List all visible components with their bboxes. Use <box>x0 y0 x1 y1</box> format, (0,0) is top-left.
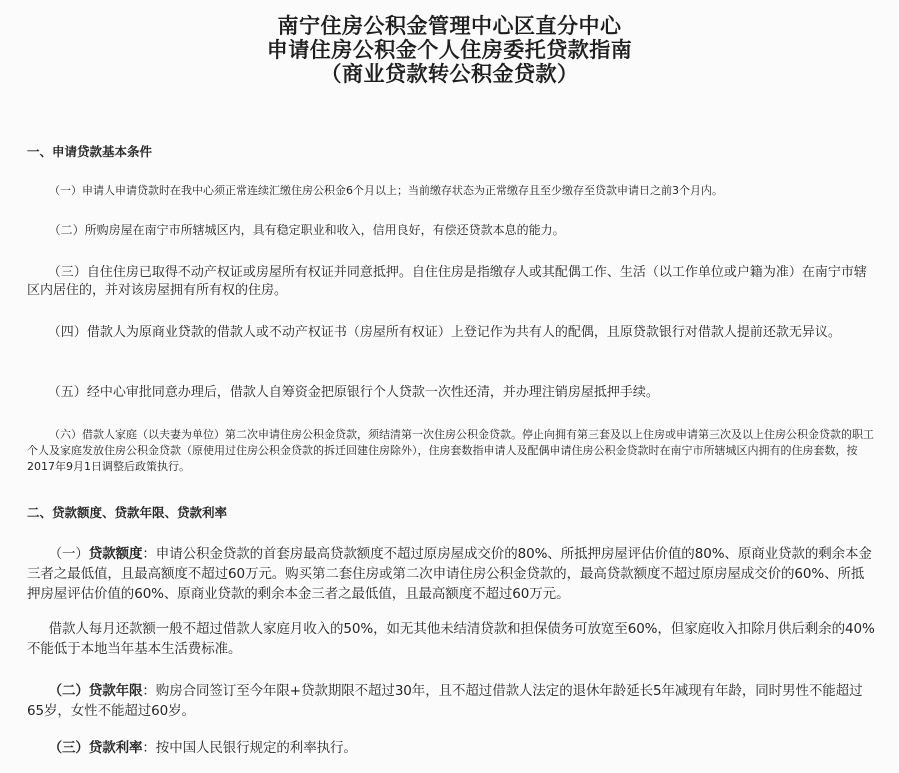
item-label: （三） <box>48 740 89 756</box>
item-text: 借款人家庭（以夫妻为单位）第二次申请住房公积金贷款，须结清第一次住房公积金贷款。停止向拥有第三套及以上住房或申请第三次及以上住房公积金贷款的职工个人及家庭发放住房公积金贷款（原使用过住房公积金贷款的拆迁回建住房除外），住房套数指申请人及配偶申请住房公积金贷款时在南宁市所辖城区内拥有的住房套数，按2017年9月1日调整后政策执行。 <box>27 428 874 473</box>
monthly-repayment-paragraph: 借款人每月还款额一般不超过借款人家庭月收入的50%，如无其他未结清贷款和担保债务可放宽至60%，但家庭收入扣除月供后剩余的40%不能低于本地当年基本生活费标准。 <box>27 621 875 657</box>
title-line-1: 南宁住房公积金管理中心区直分中心 <box>277 14 622 38</box>
item-label: （六） <box>49 428 82 441</box>
item-label: （二） <box>48 223 85 237</box>
item-label: （一） <box>48 546 89 562</box>
item-label: （四） <box>47 325 87 340</box>
condition-item-2 <box>27 222 875 239</box>
item-text: 借款人为原商业贷款的借款人或不动产权证书（房屋所有权证）上登记作为共有人的配偶，且原贷款银行对借款人提前还款无异议。 <box>86 325 841 340</box>
section-heading-loan-terms: 二、贷款额度、贷款年限、贷款利率 <box>27 505 228 520</box>
loan-term-paragraph <box>27 681 875 721</box>
item-label: （一） <box>49 184 82 197</box>
condition-item-1 <box>27 183 875 199</box>
item-text: 所购房屋在南宁市所辖城区内，具有稳定职业和收入，信用良好，有偿还贷款本息的能力。 <box>84 223 565 237</box>
keyword-loan-amount: 贷款额度 <box>88 546 143 562</box>
title-line-3: （商业贷款转公积金贷款） <box>320 62 579 86</box>
item-text: ：按中国人民银行规定的利率执行。 <box>142 740 357 756</box>
section-heading-conditions: 一、申请贷款基本条件 <box>27 144 153 159</box>
condition-item-4 <box>27 324 875 342</box>
document-title-block <box>0 14 899 86</box>
loan-rate-paragraph <box>27 738 875 758</box>
title-line-2: 申请住房公积金个人住房委托贷款指南 <box>266 38 633 62</box>
condition-item-3 <box>27 264 875 300</box>
condition-item-6 <box>27 427 875 475</box>
item-text: ：购房合同签订至今年限+贷款期限不超过30年，且不超过借款人法定的退休年龄延长5年减现有年龄，同时男性不能超过65岁，女性不能超过60岁。 <box>27 683 863 719</box>
loan-amount-paragraph <box>27 544 875 604</box>
item-label: （五） <box>47 385 87 400</box>
condition-item-5 <box>27 384 875 402</box>
item-text: 自住住房已取得不动产权证或房屋所有权证并同意抵押。自住住房是指缴存人或其配偶工作、生活（以工作单位或户籍为准）在南宁市辖区内居住的，并对该房屋拥有所有权的住房。 <box>27 265 867 298</box>
item-text: 申请人申请贷款时在我中心须正常连续汇缴住房公积金6个月以上；当前缴存状态为正常缴存且至少缴存至贷款申请日之前3个月内。 <box>82 184 723 197</box>
item-label: （二） <box>48 683 89 699</box>
item-text: ：申请公积金贷款的首套房最高贷款额度不超过原房屋成交价的80%、所抵押房屋评估价值的80%、原商业贷款的剩余本金三者之最低值，且最高额度不超过60万元。购买第二套住房或第二次申请住房公积金贷款的，最高贷款额度不超过原房屋成交价的60%、所抵押房屋评估价值的60%、原商业贷款的剩余本金三者之最低值，且最高额度不超过60万元。 <box>27 546 872 602</box>
item-text: 经中心审批同意办理后，借款人自筹资金把原银行个人贷款一次性还清，并办理注销房屋抵押手续。 <box>86 385 659 400</box>
item-label: （三） <box>47 265 87 280</box>
keyword-loan-rate: 贷款利率 <box>88 740 143 756</box>
keyword-loan-term: 贷款年限 <box>88 683 143 699</box>
